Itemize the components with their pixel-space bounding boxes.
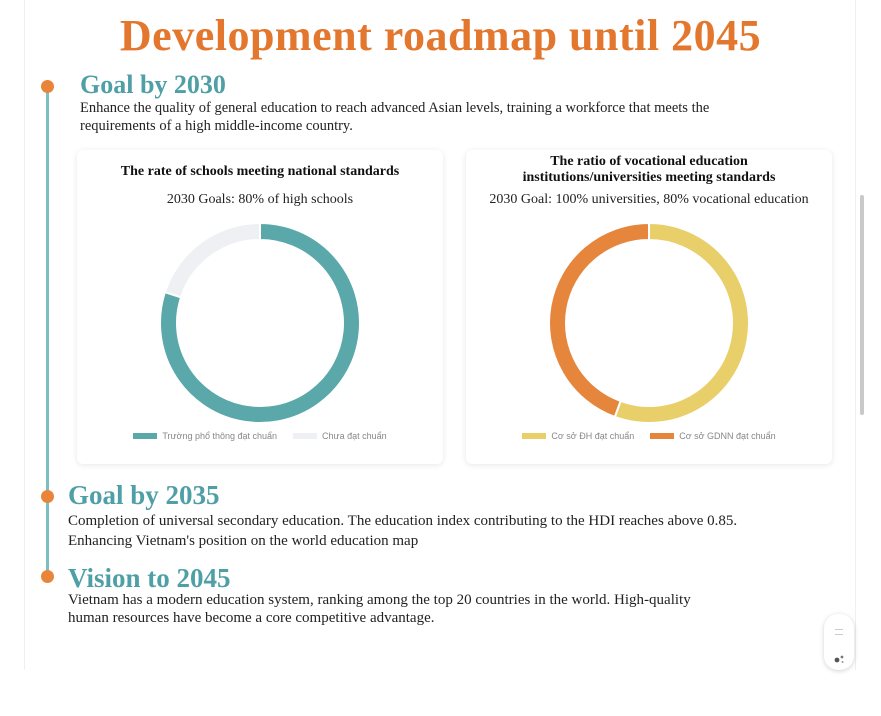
vision-2045-text-line: Vietnam has a modern education system, ranking among the top 20 countries in the world. High-quality — [68, 592, 691, 608]
legend-swatch — [293, 433, 317, 439]
goal-2030-text-line: Enhance the quality of general education to reach advanced Asian levels, training a workforce that meets the — [80, 100, 710, 116]
donut-slice-1[interactable] — [165, 223, 260, 297]
menu-lines-icon — [835, 629, 843, 635]
chart-subtitle: 2030 Goal: 100% universities, 80% vocational education — [489, 192, 809, 207]
legend-swatch — [650, 433, 674, 439]
goal-2030-text-line: requirements of a high middle-income country. — [80, 118, 353, 134]
chart-title-line: institutions/universities meeting standards — [522, 170, 776, 185]
timeline-line — [46, 88, 49, 578]
donut-slice-0[interactable] — [615, 223, 749, 423]
chart-card-institutions — [466, 150, 832, 464]
legend-item[interactable] — [522, 431, 634, 441]
chart-card-schools — [77, 150, 443, 464]
timeline-dot-2045 — [41, 570, 54, 583]
timeline-dot-2030 — [41, 80, 54, 93]
donut-chart-institutions — [466, 150, 832, 464]
chart-title-line: The rate of schools meeting national standards — [120, 164, 400, 179]
chart-title-line: The ratio of vocational education — [550, 154, 748, 169]
vision-2045-text — [68, 591, 691, 627]
goal-2030-title: Goal by 2030 — [80, 70, 226, 99]
scrollbar-thumb[interactable] — [860, 195, 864, 415]
donut-chart-schools — [77, 150, 443, 464]
goal-2030-text — [80, 99, 709, 135]
vision-2045-text-line: human resources have become a core competitive advantage. — [68, 610, 435, 626]
goal-2035-title: Goal by 2035 — [68, 480, 220, 510]
chart-subtitle: 2030 Goals: 80% of high schools — [166, 192, 354, 207]
legend-item[interactable] — [650, 431, 775, 441]
timeline-dot-2035 — [41, 490, 54, 503]
vision-2045-title: Vision to 2045 — [68, 563, 231, 593]
page-title: Development roadmap until 2045 — [119, 11, 762, 60]
donut-slice-1[interactable] — [549, 223, 649, 417]
legend-label: Cơ sở ĐH đạt chuẩn — [551, 431, 635, 441]
legend-swatch — [133, 433, 157, 439]
legend-label: Cơ sở GDNN đạt chuẩn — [679, 431, 776, 441]
chart-legend — [466, 431, 832, 441]
goal-2035-text-line: Enhancing Vietnam's position on the world education map — [68, 533, 419, 549]
legend-item[interactable] — [293, 431, 387, 441]
goal-2035-text-line: Completion of universal secondary education. The education index contributing to the HDI reaches above 0.85. — [68, 513, 738, 529]
legend-swatch — [522, 433, 546, 439]
legend-label: Chưa đạt chuẩn — [322, 431, 387, 441]
legend-item[interactable] — [133, 431, 277, 441]
chart-legend — [77, 431, 443, 441]
legend-label: Trường phổ thông đạt chuẩn — [162, 431, 278, 441]
chat-widget-icon — [833, 654, 845, 664]
goal-2035-text — [68, 511, 737, 551]
chat-widget-button[interactable] — [824, 614, 854, 670]
